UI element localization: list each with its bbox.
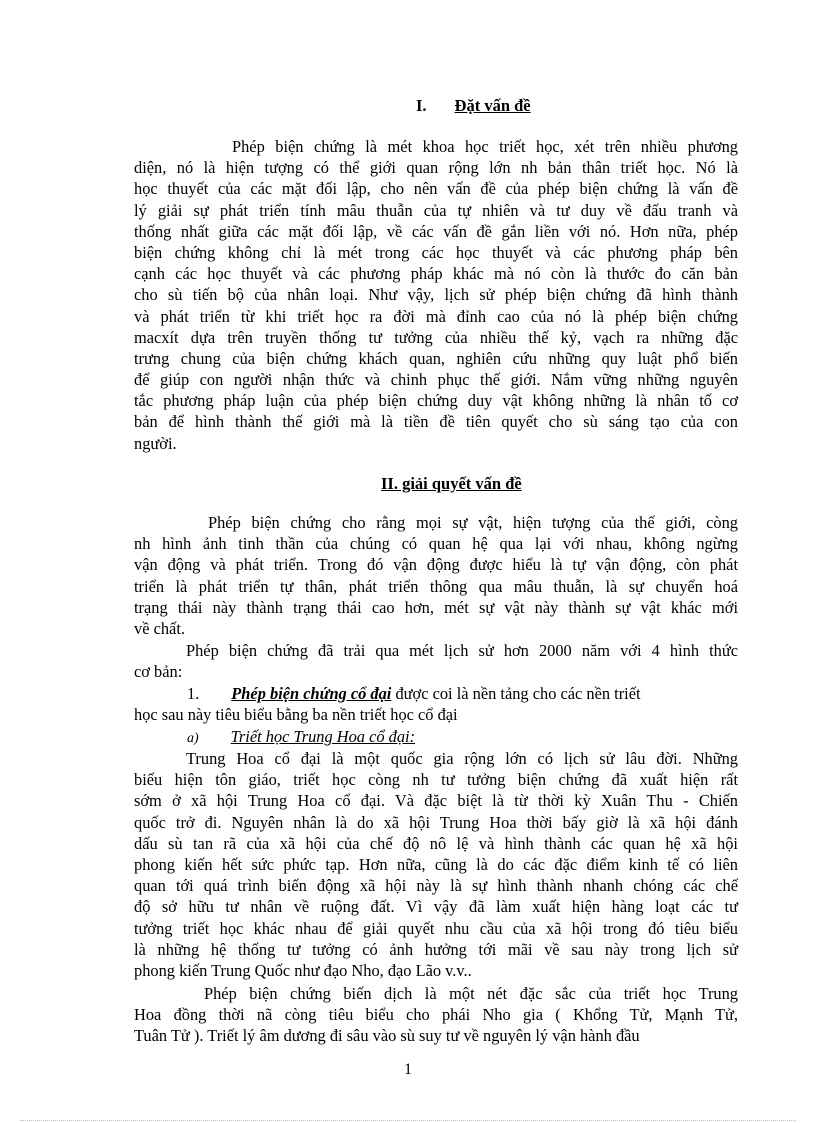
section-2-title: II. giải quyết vấn đề bbox=[381, 474, 522, 493]
paragraph-line: Tuân Tử ). Triết lý âm dương đi sâu vào sù suy tư về nguyên lý vận hành đầu bbox=[134, 1026, 640, 1046]
section-2-heading bbox=[381, 474, 522, 494]
page-bottom-rule bbox=[20, 1120, 796, 1121]
paragraph-line: diện, nó là hiện tượng có thể giới quan rộng lớn nh bản thân triết học. Nó là bbox=[134, 158, 738, 178]
page-number: 1 bbox=[404, 1061, 412, 1078]
paragraph-line: lý giải sự phát triển tính mâu thuẫn của tự nhiên và tư duy về đấu tranh và bbox=[134, 200, 738, 220]
item-1-line bbox=[187, 684, 738, 704]
item-1-rest: được coi là nền tảng cho các nền triết bbox=[391, 684, 641, 703]
paragraph-line: người. bbox=[134, 433, 177, 453]
paragraph-line: Phép biện chứng đã trải qua mét lịch sử hơn 2000 năm với 4 hình thức bbox=[186, 641, 738, 660]
paragraph-line: bản để hình thành thế giới mà là tiền đề tiên quyết cho sù sáng tạo của con bbox=[134, 412, 738, 432]
paragraph-line: dấu sù tan rã của xã hội của chế độ nô lệ và hình thành các quan hệ xã hội bbox=[134, 833, 738, 853]
paragraph-line: độ sở hữu tư nhân về ruộng đất. Vì vậy đã làm xuất hiện hàng loạt các tư bbox=[134, 897, 738, 917]
paragraph-line: quan tới quá trình biến động xã hội này là sự hình thành nhanh chóng các chế bbox=[134, 876, 738, 896]
paragraph-line: cho sù tiến bộ của nhân loại. Như vậy, lịch sử phép biện chứng đã hình thành bbox=[134, 285, 738, 305]
paragraph-line: để giúp con người nhận thức và chinh phục thế giới. Nắm vững những nguyên bbox=[134, 370, 738, 390]
subitem-a-letter: a) bbox=[187, 731, 199, 746]
paragraph-line: vận động và phát triển. Trong đó vận động được hiểu là tự vận động, còn phát bbox=[134, 555, 738, 575]
section-2-paragraph-4 bbox=[134, 983, 738, 1047]
paragraph-line: và phát triển từ khi triết học ra đời mà đỉnh cao của nó là phép biện chứng bbox=[134, 306, 738, 326]
section-1-number: I. bbox=[416, 96, 427, 115]
paragraph-line: về chất. bbox=[134, 618, 185, 638]
paragraph-line: biện chứng không chỉ là mét trong các học thuyết và các phương pháp bên bbox=[134, 242, 738, 262]
paragraph-line: cạnh các học thuyết và các phương pháp khác mà nó còn là thước đo căn bản bbox=[134, 264, 738, 284]
paragraph-line: sớm ở xã hội Trung Hoa cổ đại. Và đặc biệt là từ thời kỳ Xuân Thu - Chiến bbox=[134, 791, 738, 811]
section-2-paragraph-1 bbox=[134, 512, 738, 639]
paragraph-line: quốc trở đi. Nguyên nhân là do xã hội Trung Hoa thời bấy giờ là xã hội đánh bbox=[134, 812, 738, 832]
section-2-paragraph-3 bbox=[134, 748, 738, 981]
paragraph-line: học thuyết của các mặt đối lập, cho nên vấn đề của phép biện chứng là vấn đề bbox=[134, 179, 738, 199]
paragraph-line: thống nhất giữa các mặt đối lập, về các vấn đề gắn liền với nó. Hơn nữa, phép bbox=[134, 221, 738, 241]
paragraph-line: trưng chung của biện chứng khách quan, nghiên cứu những quy luật phổ biến bbox=[134, 348, 738, 368]
paragraph-line: tưởng triết học khác nhau để giải quyết nhu cầu của xã hội trong đó tiêu biểu bbox=[134, 918, 738, 938]
paragraph-line: macxít dựa trên truyền thống tư tưởng của nhiều thế kỷ, vạch ra những đặc bbox=[134, 327, 738, 347]
paragraph-line: phong kiến Trung Quốc như đạo Nho, đạo Lão v.v.. bbox=[134, 960, 472, 980]
paragraph-line: cơ bản: bbox=[134, 662, 183, 682]
paragraph-line: Phép biện chứng cho rằng mọi sự vật, hiện tượng của thế giới, còng bbox=[208, 513, 738, 532]
section-1-title: Đặt vấn đề bbox=[454, 96, 531, 115]
subitem-a-line bbox=[187, 727, 415, 747]
paragraph-line: là những hệ thống tư tưởng có ảnh hưởng tới mãi về sau này trong lịch sử bbox=[134, 939, 738, 959]
item-1-title: Phép biện chứng cổ đại bbox=[231, 684, 392, 703]
paragraph-line: triển là phát triển tự thân, phát triển thông qua mâu thuẫn, là sự chuyển hoá bbox=[134, 576, 738, 596]
section-2-paragraph-2 bbox=[134, 640, 738, 682]
paragraph-line: trạng thái này thành trạng thái cao hơn, mét sự vật này thành sự vật khác mới bbox=[134, 597, 738, 617]
paragraph-line: Trung Hoa cổ đại là một quốc gia rộng lớn có lịch sử lâu đời. Những bbox=[186, 749, 738, 768]
paragraph-line: Hoa đồng thời nã còng tiêu biểu cho phái Nho gia ( Khổng Tử, Mạnh Tử, bbox=[134, 1005, 738, 1025]
paragraph-line: phong kiến hết sức phức tạp. Hơn nữa, cũng là do các đặc điểm kinh tế có liên bbox=[134, 854, 738, 874]
subitem-a-title: Triết học Trung Hoa cổ đại: bbox=[230, 727, 416, 746]
paragraph-line: nh hình ảnh tinh thần của chúng có quan hệ qua lại với nhau, không ngừng bbox=[134, 534, 738, 554]
section-1-paragraph bbox=[134, 136, 738, 454]
section-1-heading bbox=[416, 96, 531, 116]
item-1-number: 1. bbox=[187, 684, 200, 703]
paragraph-line: Phép biện chứng là mét khoa học triết học, xét trên nhiều phương bbox=[232, 137, 738, 156]
paragraph-line: biểu hiện tôn giáo, triết học còng nh tư tưởng biện chứng đã xuất hiện rất bbox=[134, 770, 738, 790]
paragraph-line: tắc phương pháp luận của phép biện chứng duy vật không những là nhân tố cơ bbox=[134, 391, 738, 411]
item-1-line-2: học sau này tiêu biểu bằng ba nền triết học cổ đại bbox=[134, 705, 458, 724]
paragraph-line: Phép biện chứng biến dịch là một nét đặc sắc của triết học Trung bbox=[204, 984, 738, 1003]
